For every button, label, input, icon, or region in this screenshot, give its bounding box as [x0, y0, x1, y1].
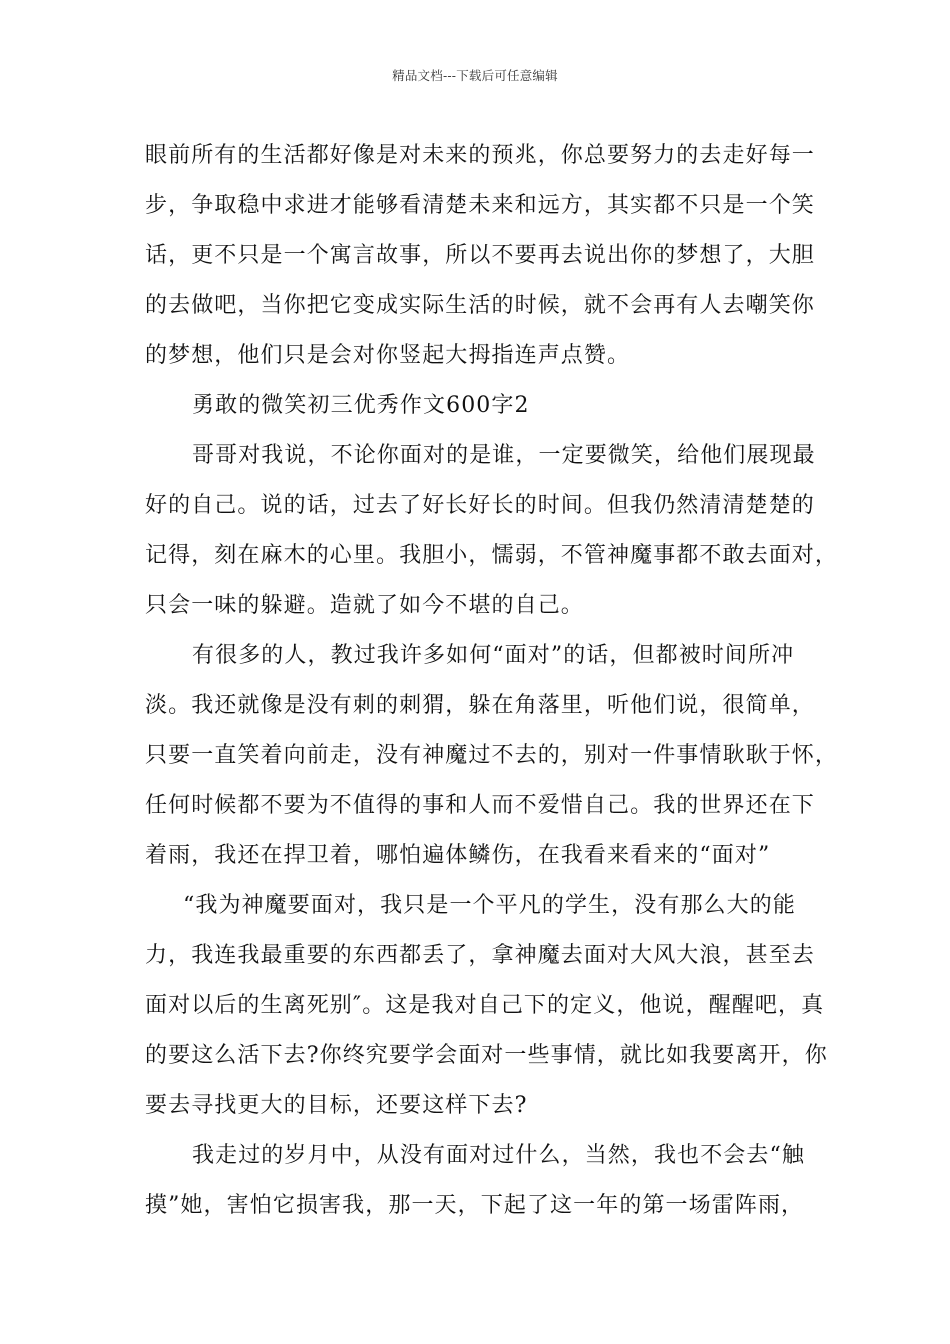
text-line: 面对以后的生离死别″。这是我对自己下的定义，他说，醒醒吧，真 — [145, 993, 825, 1018]
paragraph-start: “我为神魔要面对，我只是一个平凡的学生，没有那么大的能 — [183, 893, 796, 918]
text-line: 要去寻找更大的目标，还要这样下去? — [145, 1093, 528, 1118]
text-line: 步，争取稳中求进才能够看清楚未来和远方，其实都不只是一个笑 — [145, 193, 815, 218]
text-line: 只要一直笑着向前走，没有神魔过不去的，别对一件事情耿耿于怀， — [145, 743, 839, 768]
text-line: 只会一味的躲避。造就了如今不堪的自己。 — [145, 593, 584, 618]
paragraph-start: 我走过的岁月中，从没有面对过什么，当然，我也不会去“触 — [192, 1143, 805, 1168]
text-line: 的去做吧，当你把它变成实际生活的时候，就不会再有人去嘲笑你 — [145, 293, 815, 318]
text-line: 着雨，我还在捍卫着，哪怕遍体鳞伤，在我看来看来的“面对” — [145, 843, 771, 868]
text-line: 话，更不只是一个寓言故事，所以不要再去说出你的梦想了，大胆 — [145, 243, 815, 268]
text-line: 好的自己。说的话，过去了好长好长的时间。但我仍然清清楚楚的 — [145, 493, 815, 518]
text-line: 任何时候都不要为不值得的事和人而不爱惜自己。我的世界还在下 — [145, 793, 815, 818]
paragraph-start: 哥哥对我说，不论你面对的是谁，一定要微笑，给他们展现最 — [192, 443, 816, 468]
paragraph-start: 有很多的人，教过我许多如何“面对”的话，但都被时间所冲 — [192, 643, 795, 668]
essay-title: 勇敢的微笑初三优秀作文600字2 — [192, 393, 530, 418]
text-line: 的梦想，他们只是会对你竖起大拇指连声点赞。 — [145, 343, 631, 368]
text-line: 力，我连我最重要的东西都丢了，拿神魔去面对大风大浪，甚至去 — [145, 943, 815, 968]
text-line: 摸”她，害怕它损害我，那一天，下起了这一年的第一场雷阵雨， — [145, 1193, 805, 1218]
text-line: 记得，刻在麻木的心里。我胆小，懦弱，不管神魔事都不敢去面对， — [145, 543, 839, 568]
document-body — [145, 131, 839, 1231]
page-header: 精品文档---下载后可任意编辑 — [392, 68, 558, 83]
text-line: 淡。我还就像是没有刺的刺猬，躲在角落里，听他们说，很简单， — [145, 693, 815, 718]
text-line: 眼前所有的生活都好像是对未来的预兆，你总要努力的去走好每一 — [145, 143, 815, 168]
text-line: 的要这么活下去?你终究要学会面对一些事情，就比如我要离开，你 — [145, 1043, 828, 1068]
